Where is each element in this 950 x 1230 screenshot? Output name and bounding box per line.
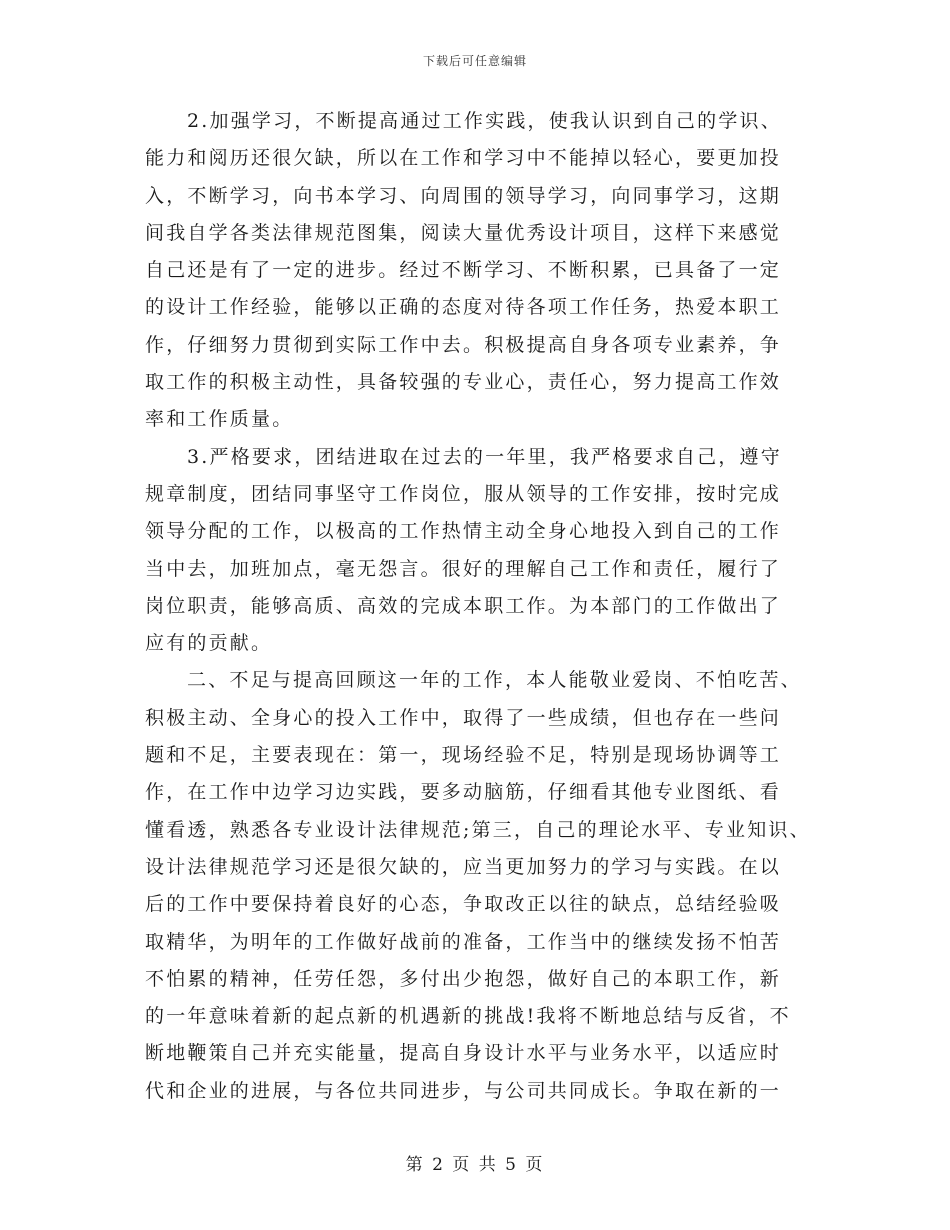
paragraph-line: 应有的贡献。 — [145, 632, 273, 655]
page-header: 下载后可任意编辑 — [422, 54, 527, 68]
paragraph-line: 当中去，加班加点，毫无怨言。很好的理解自己工作和责任，履行了 — [145, 557, 782, 580]
paragraph-line: 入，不断学习，向书本学习、向周围的领导学习，向同事学习，这期 — [145, 184, 782, 207]
paragraph-line: 作，仔细努力贯彻到实际工作中去。积极提高自身各项专业素养，争 — [145, 333, 782, 356]
paragraph-line: 积极主动、全身心的投入工作中，取得了一些成绩，但也存在一些问 — [145, 706, 782, 729]
paragraph-line: 取精华，为明年的工作做好战前的准备，工作当中的继续发扬不怕苦 — [145, 930, 782, 953]
document-body — [145, 103, 811, 1110]
paragraph-line: 后的工作中要保持着良好的心态，争取改正以往的缺点，总结经验吸 — [145, 893, 782, 916]
paragraph-line: 3.严格要求，团结进取在过去的一年里，我严格要求自己，遵守 — [187, 445, 782, 468]
paragraph-line: 规章制度，团结同事坚守工作岗位，服从领导的工作安排，按时完成 — [145, 482, 782, 505]
paragraph-line: 率和工作质量。 — [145, 408, 294, 431]
paragraph-line: 2.加强学习，不断提高通过工作实践，使我认识到自己的学识、 — [187, 110, 782, 132]
paragraph-line: 二、不足与提高回顾这一年的工作，本人能敬业爱岗、不怕吃苦、 — [187, 669, 802, 692]
paragraph-line: 不怕累的精神，任劳任怨，多付出少抱怨，做好自己的本职工作，新 — [145, 967, 782, 990]
paragraph-line: 领导分配的工作，以极高的工作热情主动全身心地投入到自己的工作 — [145, 520, 782, 543]
paragraph-line: 断地鞭策自己并充实能量，提高自身设计水平与业务水平，以适应时 — [145, 1042, 782, 1065]
paragraph-line: 的一年意味着新的起点新的机遇新的挑战!我将不断地总结与反省，不 — [145, 1005, 791, 1028]
paragraph-line: 题和不足，主要表现在：第一，现场经验不足，特别是现场协调等工 — [145, 744, 782, 767]
paragraph-line: 设计法律规范学习还是很欠缺的，应当更加努力的学习与实践。在以 — [145, 855, 782, 878]
paragraph-line: 自己还是有了一定的进步。经过不断学习、不断积累，已具备了一定 — [145, 259, 782, 282]
paragraph-line: 懂看透，熟悉各专业设计法律规范;第三，自己的理论水平、专业知识、 — [145, 818, 811, 841]
page-number: 第 2 页 共 5 页 — [405, 1155, 545, 1175]
paragraph-line: 取工作的积极主动性，具备较强的专业心，责任心，努力提高工作效 — [145, 371, 782, 394]
paragraph-line: 代和企业的进展，与各位共同进步，与公司共同成长。争取在新的一 — [145, 1079, 782, 1102]
paragraph-line: 间我自学各类法律规范图集，阅读大量优秀设计项目，这样下来感觉 — [145, 221, 782, 244]
paragraph-line: 岗位职责，能够高质、高效的完成本职工作。为本部门的工作做出了 — [145, 594, 782, 617]
paragraph-line: 作，在工作中边学习边实践，要多动脑筋，仔细看其他专业图纸、看 — [145, 781, 782, 804]
paragraph-line: 的设计工作经验，能够以正确的态度对待各项工作任务，热爱本职工 — [145, 296, 782, 319]
paragraph-line: 能力和阅历还很欠缺，所以在工作和学习中不能掉以轻心，要更加投 — [145, 147, 782, 170]
